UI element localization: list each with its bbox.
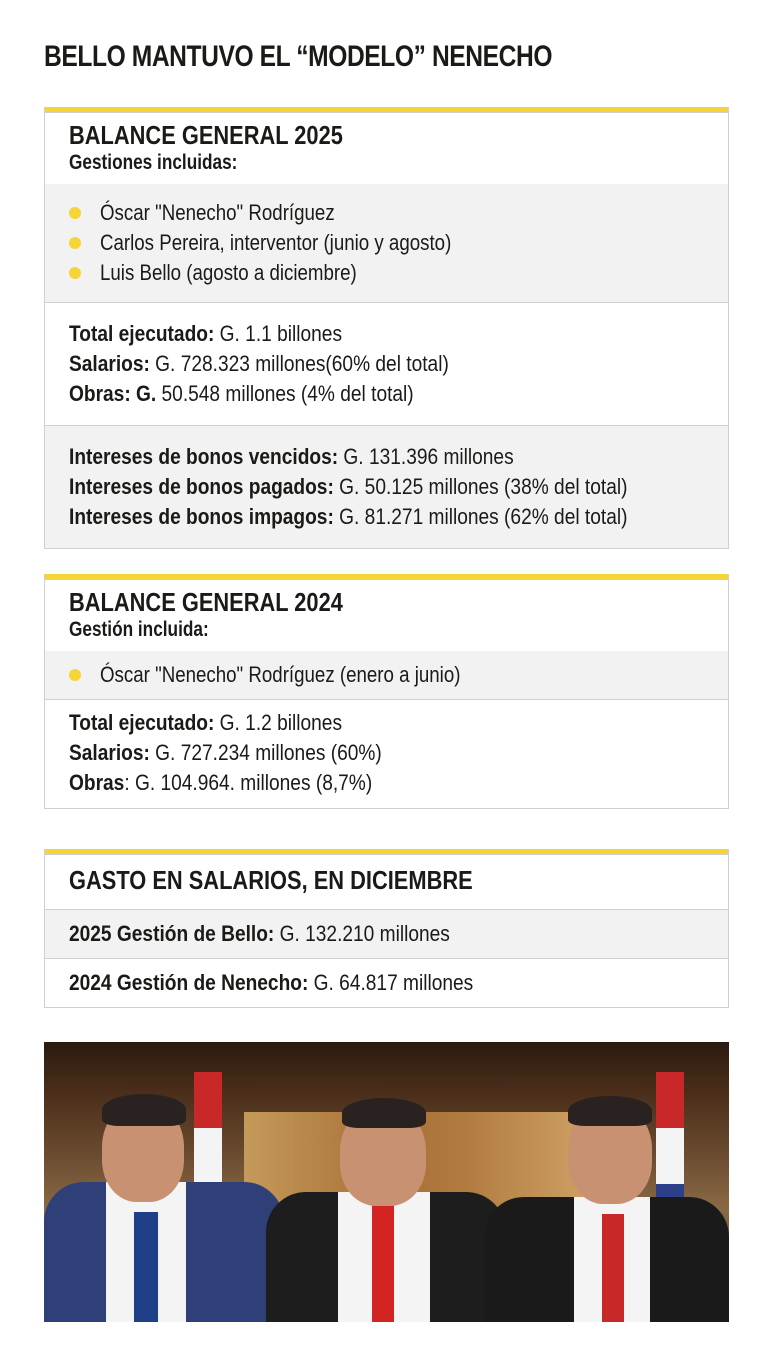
stat-intereses-pagados: Intereses de bonos pagados: G. 50.125 millones (38% del total): [69, 474, 628, 499]
gasto-row-2024: 2024 Gestión de Nenecho: G. 64.817 millones: [45, 958, 728, 1007]
bullet-dot-icon: [69, 669, 81, 681]
bullet-dot-icon: [69, 207, 81, 219]
bullet-dot-icon: [69, 237, 81, 249]
list-item: Luis Bello (agosto a diciembre): [69, 258, 704, 288]
list-item: Óscar "Nenecho" Rodríguez: [69, 198, 704, 228]
intereses-block: [45, 425, 728, 548]
list-item: Carlos Pereira, interventor (junio y agosto): [69, 228, 704, 258]
gasto-row-2025: 2025 Gestión de Bello: G. 132.210 millones: [45, 909, 728, 958]
balance-2024-card: [44, 574, 729, 809]
gestiones-list: [45, 184, 728, 302]
card-subtitle: Gestión incluida:: [69, 618, 209, 641]
stat-salarios: Salarios: G. 727.234 millones (60%): [69, 740, 382, 765]
card-subtitle: Gestiones incluidas:: [69, 151, 238, 174]
card-header: [45, 579, 728, 651]
list-item: Óscar "Nenecho" Rodríguez (enero a junio): [69, 660, 704, 690]
balance-2025-card: [44, 107, 729, 549]
page-title: BELLO MANTUVO EL “MODELO” NENECHO: [44, 40, 553, 73]
bullet-dot-icon: [69, 267, 81, 279]
gasto-salarios-card: [44, 849, 729, 1008]
stat-total-ejecutado: Total ejecutado: G. 1.1 billones: [69, 321, 343, 346]
person-right: [484, 1072, 729, 1322]
card-header: [45, 854, 728, 909]
card-title: BALANCE GENERAL 2024: [69, 587, 343, 617]
stat-intereses-vencidos: Intereses de bonos vencidos: G. 131.396 millones: [69, 444, 514, 469]
person-left: [44, 1072, 284, 1322]
stat-obras: Obras: G. 104.964. millones (8,7%): [69, 770, 373, 795]
stat-obras: Obras: G. 50.548 millones (4% del total): [69, 381, 414, 406]
stat-intereses-impagos: Intereses de bonos impagos: G. 81.271 millones (62% del total): [69, 504, 628, 529]
stat-total-ejecutado: Total ejecutado: G. 1.2 billones: [69, 710, 343, 735]
totals-block: [45, 699, 728, 808]
stat-salarios: Salarios: G. 728.323 millones(60% del total): [69, 351, 449, 376]
person-center: [266, 1072, 506, 1322]
gestiones-list: [45, 651, 728, 699]
officials-photo: [44, 1042, 729, 1322]
totals-block: [45, 302, 728, 425]
card-title: GASTO EN SALARIOS, EN DICIEMBRE: [69, 865, 473, 895]
card-header: [45, 112, 728, 184]
card-title: BALANCE GENERAL 2025: [69, 120, 343, 150]
